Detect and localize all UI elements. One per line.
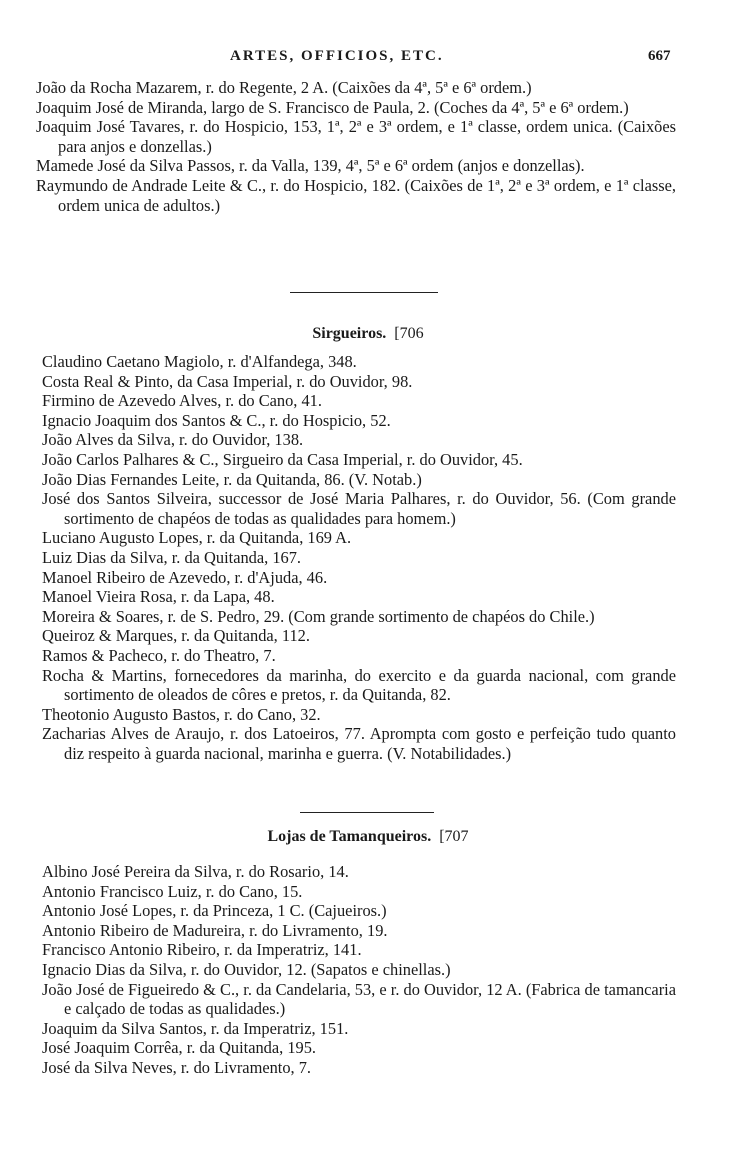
page-number: 667 (648, 48, 671, 64)
list-item: Joaquim José Tavares, r. do Hospicio, 153, 1ª, 2ª e 3ª ordem, e 1ª classe, ordem unica. (Caixões para anjos e donzellas.) (36, 117, 676, 156)
list-item: José dos Santos Silveira, successor de José Maria Palhares, r. do Ouvidor, 56. (Com grande sortimento de chapéos de todas as qualidades para homem.) (42, 489, 676, 528)
list-item: Luiz Dias da Silva, r. da Quitanda, 167. (42, 547, 302, 567)
list-item: Antonio Francisco Luiz, r. do Cano, 15. (42, 881, 303, 901)
list-item: Moreira & Soares, r. de S. Pedro, 29. (Com grande sortimento de chapéos do Chile.) (42, 606, 595, 626)
list-item: Manoel Vieira Rosa, r. da Lapa, 48. (42, 587, 275, 607)
list-item: João Carlos Palhares & C., Sirgueiro da Casa Imperial, r. do Ouvidor, 45. (42, 449, 523, 469)
list-item: Firmino de Azevedo Alves, r. do Cano, 41. (42, 391, 322, 411)
list-item: Albino José Pereira da Silva, r. do Rosario, 14. (42, 862, 349, 881)
section-title: Lojas de Tamanqueiros. (267, 828, 432, 845)
list-item: Ignacio Joaquim dos Santos & C., r. do Hospicio, 52. (42, 410, 391, 430)
list-item: José da Silva Neves, r. do Livramento, 7. (42, 1057, 312, 1077)
list-item: Manoel Ribeiro de Azevedo, r. d'Ajuda, 46. (42, 567, 328, 587)
list-item: Costa Real & Pinto, da Casa Imperial, r. do Ouvidor, 98. (42, 371, 413, 391)
tamanqueiros-section (36, 862, 676, 1078)
list-item: Luciano Augusto Lopes, r. da Quitanda, 169 A. (42, 528, 352, 548)
section-title: Sirgueiros. (312, 325, 387, 342)
section-heading-sirgueiros (0, 325, 736, 343)
list-item: Ignacio Dias da Silva, r. do Ouvidor, 12. (Sapatos e chinellas.) (42, 959, 451, 979)
section-ref: [707 (439, 828, 469, 845)
list-item: João Alves da Silva, r. do Ouvidor, 138. (42, 430, 304, 450)
list-item: Theotonio Augusto Bastos, r. do Cano, 32. (42, 704, 321, 724)
list-item: João da Rocha Mazarem, r. do Regente, 2 A. (Caixões da 4ª, 5ª e 6ª ordem.) (36, 78, 532, 97)
caixoes-section (36, 78, 676, 215)
section-ref: [706 (394, 325, 424, 342)
list-item: Joaquim da Silva Santos, r. da Imperatriz, 151. (42, 1018, 349, 1038)
list-item: Antonio José Lopes, r. da Princeza, 1 C. (Cajueiros.) (42, 901, 387, 921)
list-item: Ramos & Pacheco, r. do Theatro, 7. (42, 645, 276, 665)
section-heading-tamanqueiros (0, 828, 736, 846)
list-item: Claudino Caetano Magiolo, r. d'Alfandega, 348. (42, 352, 357, 371)
list-item: Rocha & Martins, fornecedores da marinha, do exercito e da guarda nacional, com grande sortimento de oleados de côres e pretos, r. da Quitanda, 82. (42, 665, 676, 705)
running-title: ARTES, OFFICIOS, ETC. (230, 48, 444, 64)
list-item: João José de Figueiredo & C., r. da Candelaria, 53, e r. do Ouvidor, 12 A. (Fabrica de tamancaria e calçado de todas as qualidades.) (42, 979, 676, 1019)
list-item: José Joaquim Corrêa, r. da Quitanda, 195. (42, 1038, 317, 1058)
list-item: Zacharias Alves de Araujo, r. dos Latoeiros, 77. Aprompta com gosto e perfeição tudo quanto diz respeito à guarda nacional, marinha e guerra. (V. Notabilidades.) (42, 724, 676, 763)
list-item: Antonio Ribeiro de Madureira, r. do Livramento, 19. (42, 920, 388, 940)
list-item: Francisco Antonio Ribeiro, r. da Imperatriz, 141. (42, 940, 362, 960)
section-divider (300, 812, 434, 813)
section-divider (290, 292, 438, 293)
running-header (0, 48, 736, 70)
list-item: Mamede José da Silva Passos, r. da Valla, 139, 4ª, 5ª e 6ª ordem (anjos e donzellas). (36, 156, 585, 176)
list-item: João Dias Fernandes Leite, r. da Quitanda, 86. (V. Notab.) (42, 469, 422, 489)
list-item: Queiroz & Marques, r. da Quitanda, 112. (42, 626, 310, 646)
list-item: Joaquim José de Miranda, largo de S. Francisco de Paula, 2. (Coches da 4ª, 5ª e 6ª ordem.) (36, 97, 629, 117)
list-item: Raymundo de Andrade Leite & C., r. do Hospicio, 182. (Caixões de 1ª, 2ª e 3ª ordem, e 1ª classe, ordem unica de adultos.) (36, 175, 676, 215)
sirgueiros-section (36, 352, 676, 763)
